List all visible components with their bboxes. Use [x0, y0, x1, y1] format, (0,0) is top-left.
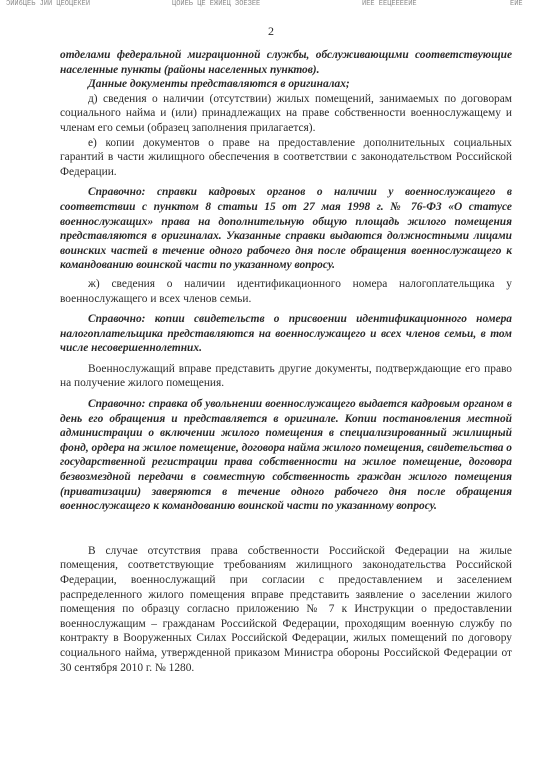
- paragraph-item-e: е) копии документов о праве на предоставление дополнительных социальных гарантий в части жилищного обеспечения в соответствии с законодательством Российской Федерации.: [60, 136, 512, 178]
- paragraph-originals-note: Данные документы представляются в оригиналах;: [88, 78, 350, 91]
- fax-header: [0, 0, 542, 10]
- page-number: 2: [268, 24, 274, 38]
- fax-header-page: ЕИЕ: [510, 0, 523, 8]
- fax-header-sender: ƆИИ6ЦЕЬ ЈИИ ЦЕОЦЕКЕЙ: [6, 0, 91, 8]
- paragraph-item-d: д) сведения о наличии (отсутствии) жилых помещений, занимаемых по договорам социального найма и (или) принадлежащих на праве собственности военнослужащему и членам его семьи (образец заполнения прилагается).: [60, 92, 512, 134]
- paragraph-reference-housing-area: Справочно: справки кадровых органов о наличии у военнослужащего в соответствии с пунктом 8 статьи 15 от 27 мая 1998 г. № 76-ФЗ «О статусе военнослужащих» права на дополнительную общую площадь жилого помещения представляются в оригиналах. Указанные справки выдаются должностными лицами воинских частей в течение одного рабочего дня после обращения военнослужащего к командованию воинской части по указанному вопросу.: [60, 186, 512, 272]
- paragraph-other-documents: Военнослужащий вправе представить другие документы, подтверждающие его право на получение жилого помещения.: [60, 362, 512, 390]
- paragraph-reference-tax-id: Справочно: копии свидетельств о присвоении идентификационного номера налогоплательщика представляются на военнослужащего и всех членов семьи, в том числе несовершеннолетних.: [60, 313, 512, 355]
- paragraph-migration-service: отделами федеральной миграционной службы, обслуживающими соответствующие населенные пункты (районы населенных пунктов).: [60, 49, 512, 76]
- document-body: [60, 48, 512, 675]
- paragraph-no-ownership: В случае отсутствия права собственности Российской Федерации на жилые помещения, соответствующие требованиям жилищного законодательства Российской Федерации, военнослужащий при согласии с предоставлением и заселением распределенного жилого помещения вправе представить заявление о заселении жилого помещения по образцу согласно приложению № 7 к Инструкции о предоставлении военнослужащим – гражданам Российской Федерации, проходящим военную службу по контракту в Вооруженных Силах Российской Федерации, жилых помещений по договору социального найма, утвержденной приказом Министра обороны Российской Федерации от 30 сентября 2010 г. № 1280.: [60, 544, 512, 674]
- paragraph-reference-dismissal: Справочно: справка об увольнении военнослужащего выдается кадровым органом в день его обращения и представляется в оригинале. Копии постановления местной администрации о включении жилого помещения в специализированный жилищный фонд, ордера на жилое помещение, договора найма жилого помещения, свидетельства о государственной регистрации права собственности на жилое помещение, договора безвозмездной передачи в совместную собственность граждан жилого помещения (приватизации) заверяются в течение одного рабочего дня после обращения военнослужащего к командованию воинской части по указанному вопросу.: [60, 398, 512, 513]
- paragraph-item-zh: ж) сведения о наличии идентификационного номера налогоплательщика у военнослужащего и всех членов семьи.: [60, 277, 512, 305]
- fax-header-number: ЦОИЕЬ ЦЕ ЕЖИЕЦ ЗОЕЗЕЕ: [172, 0, 261, 8]
- fax-header-date: ИЕЕ ЕЕЦЕЕЕЕИЕ: [362, 0, 417, 8]
